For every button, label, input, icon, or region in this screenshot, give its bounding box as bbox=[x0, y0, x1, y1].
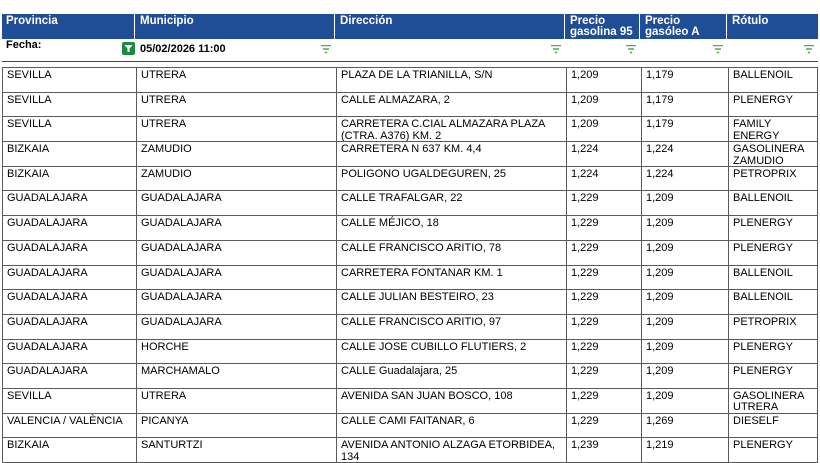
table-row bbox=[2, 117, 818, 142]
filter-cell-gasoleo[interactable] bbox=[641, 39, 727, 61]
cell-precio-gasolina[interactable]: 1,229 bbox=[566, 340, 640, 364]
cell-precio-gasoleo[interactable]: 1,209 bbox=[641, 364, 727, 388]
cell-precio-gasoleo[interactable]: 1,209 bbox=[641, 241, 727, 265]
active-filter-icon[interactable] bbox=[122, 42, 135, 55]
cell-precio-gasoleo[interactable]: 1,209 bbox=[641, 266, 727, 290]
cell-direccion[interactable]: CALLE CAMI FAITANAR, 6 bbox=[336, 414, 565, 438]
cell-precio-gasoleo[interactable]: 1,209 bbox=[641, 389, 727, 413]
table-row bbox=[2, 315, 818, 340]
cell-direccion[interactable]: POLIGONO UGALDEGUREN, 25 bbox=[336, 167, 565, 191]
header-row bbox=[2, 14, 818, 39]
table-row bbox=[2, 68, 818, 93]
cell-municipio[interactable]: UTRERA bbox=[136, 93, 335, 117]
cell-precio-gasolina[interactable]: 1,229 bbox=[566, 266, 640, 290]
cell-direccion[interactable]: CALLE FRANCISCO ARITIO, 78 bbox=[336, 241, 565, 265]
cell-provincia[interactable]: GUADALAJARA bbox=[2, 364, 135, 388]
cell-provincia[interactable]: BIZKAIA bbox=[2, 167, 135, 191]
table-row bbox=[2, 389, 818, 414]
header-precio-gasolina[interactable]: Precio gasolina 95 bbox=[566, 14, 640, 39]
cell-direccion[interactable]: AVENIDA ANTONIO ALZAGA ETORBIDEA, 134 bbox=[336, 438, 565, 462]
cell-provincia[interactable]: SEVILLA bbox=[2, 117, 135, 141]
cell-provincia[interactable]: SEVILLA bbox=[2, 68, 135, 92]
cell-provincia[interactable]: GUADALAJARA bbox=[2, 241, 135, 265]
cell-precio-gasolina[interactable]: 1,209 bbox=[566, 117, 640, 141]
table-row bbox=[2, 191, 818, 216]
cell-rotulo[interactable]: PLENERGY bbox=[728, 438, 818, 462]
cell-provincia[interactable]: GUADALAJARA bbox=[2, 290, 135, 314]
cell-direccion[interactable]: AVENIDA SAN JUAN BOSCO, 108 bbox=[336, 389, 565, 413]
cell-direccion[interactable]: CALLE FRANCISCO ARITIO, 97 bbox=[336, 315, 565, 339]
table-row bbox=[2, 340, 818, 365]
cell-rotulo[interactable]: GASOLINERA ZAMUDIO bbox=[728, 142, 818, 166]
cell-rotulo[interactable]: PLENERGY bbox=[728, 340, 818, 364]
cell-precio-gasoleo[interactable]: 1,219 bbox=[641, 438, 727, 462]
cell-rotulo[interactable]: BALLENOIL bbox=[728, 68, 818, 92]
cell-direccion[interactable]: CALLE TRAFALGAR, 22 bbox=[336, 191, 565, 215]
cell-provincia[interactable]: GUADALAJARA bbox=[2, 266, 135, 290]
cell-direccion[interactable]: CARRETERA C.CIAL ALMAZARA PLAZA (CTRA. A376) KM. 2 bbox=[336, 117, 565, 141]
cell-precio-gasoleo[interactable]: 1,179 bbox=[641, 68, 727, 92]
cell-precio-gasolina[interactable]: 1,229 bbox=[566, 364, 640, 388]
cell-precio-gasolina[interactable]: 1,209 bbox=[566, 68, 640, 92]
cell-precio-gasoleo[interactable]: 1,179 bbox=[641, 93, 727, 117]
filter-cell-direccion[interactable] bbox=[336, 39, 565, 61]
cell-rotulo[interactable]: PETROPRIX bbox=[728, 315, 818, 339]
cell-precio-gasolina[interactable]: 1,239 bbox=[566, 438, 640, 462]
cell-direccion[interactable]: CALLE JULIAN BESTEIRO, 23 bbox=[336, 290, 565, 314]
filter-cell-gasolina[interactable] bbox=[566, 39, 640, 61]
filter-icon[interactable] bbox=[626, 45, 636, 54]
data-rows bbox=[2, 67, 818, 463]
cell-rotulo[interactable]: PLENERGY bbox=[728, 216, 818, 240]
cell-rotulo[interactable]: BALLENOIL bbox=[728, 191, 818, 215]
table-row bbox=[2, 266, 818, 291]
cell-direccion[interactable]: CALLE ALMAZARA, 2 bbox=[336, 93, 565, 117]
filter-row bbox=[2, 39, 818, 62]
cell-direccion[interactable]: CARRETERA N 637 KM. 4,4 bbox=[336, 142, 565, 166]
cell-precio-gasolina[interactable]: 1,229 bbox=[566, 216, 640, 240]
header-direccion[interactable]: Dirección bbox=[336, 14, 565, 39]
cell-municipio[interactable]: UTRERA bbox=[136, 68, 335, 92]
cell-provincia[interactable]: GUADALAJARA bbox=[2, 191, 135, 215]
cell-direccion[interactable]: CALLE Guadalajara, 25 bbox=[336, 364, 565, 388]
cell-direccion[interactable]: PLAZA DE LA TRIANILLA, S/N bbox=[336, 68, 565, 92]
cell-rotulo[interactable]: PETROPRIX bbox=[728, 167, 818, 191]
cell-municipio[interactable]: GUADALAJARA bbox=[136, 315, 335, 339]
table-row bbox=[2, 93, 818, 118]
cell-precio-gasolina[interactable]: 1,229 bbox=[566, 414, 640, 438]
cell-municipio[interactable]: GUADALAJARA bbox=[136, 241, 335, 265]
cell-municipio[interactable]: ZAMUDIO bbox=[136, 167, 335, 191]
cell-precio-gasoleo[interactable]: 1,209 bbox=[641, 340, 727, 364]
cell-precio-gasolina[interactable]: 1,229 bbox=[566, 389, 640, 413]
cell-direccion[interactable]: CALLE MÉJICO, 18 bbox=[336, 216, 565, 240]
cell-precio-gasoleo[interactable]: 1,224 bbox=[641, 142, 727, 166]
filter-cell-municipio[interactable] bbox=[136, 39, 335, 61]
cell-municipio[interactable]: GUADALAJARA bbox=[136, 266, 335, 290]
cell-precio-gasoleo[interactable]: 1,224 bbox=[641, 167, 727, 191]
cell-rotulo[interactable]: BALLENOIL bbox=[728, 290, 818, 314]
cell-rotulo[interactable]: PLENERGY bbox=[728, 364, 818, 388]
cell-provincia[interactable]: GUADALAJARA bbox=[2, 315, 135, 339]
cell-precio-gasoleo[interactable]: 1,269 bbox=[641, 414, 727, 438]
cell-rotulo[interactable]: PLENERGY bbox=[728, 241, 818, 265]
filter-icon[interactable] bbox=[551, 45, 561, 54]
table-row bbox=[2, 364, 818, 389]
table-row bbox=[2, 438, 818, 463]
table-row bbox=[2, 142, 818, 167]
cell-provincia[interactable]: BIZKAIA bbox=[2, 142, 135, 166]
cell-municipio[interactable]: HORCHE bbox=[136, 340, 335, 364]
cell-municipio[interactable]: UTRERA bbox=[136, 117, 335, 141]
cell-precio-gasolina[interactable]: 1,224 bbox=[566, 167, 640, 191]
cell-municipio[interactable]: GUADALAJARA bbox=[136, 290, 335, 314]
cell-rotulo[interactable]: FAMILY ENERGY bbox=[728, 117, 818, 141]
table-row bbox=[2, 241, 818, 266]
cell-provincia[interactable]: SEVILLA bbox=[2, 93, 135, 117]
cell-precio-gasolina[interactable]: 1,229 bbox=[566, 315, 640, 339]
cell-provincia[interactable]: GUADALAJARA bbox=[2, 216, 135, 240]
date-filter-value[interactable]: 05/02/2026 11:00 bbox=[140, 43, 226, 55]
cell-municipio[interactable]: PICANYA bbox=[136, 414, 335, 438]
cell-municipio[interactable]: ZAMUDIO bbox=[136, 142, 335, 166]
filter-icon[interactable] bbox=[804, 45, 814, 54]
cell-precio-gasolina[interactable]: 1,229 bbox=[566, 191, 640, 215]
header-precio-gasoleo[interactable]: Precio gasóleo A bbox=[641, 14, 727, 39]
table-row bbox=[2, 216, 818, 241]
cell-municipio[interactable]: SANTURTZI bbox=[136, 438, 335, 462]
cell-precio-gasoleo[interactable]: 1,209 bbox=[641, 315, 727, 339]
cell-precio-gasoleo[interactable]: 1,209 bbox=[641, 191, 727, 215]
cell-provincia[interactable]: BIZKAIA bbox=[2, 438, 135, 462]
cell-municipio[interactable]: GUADALAJARA bbox=[136, 216, 335, 240]
cell-rotulo[interactable]: BALLENOIL bbox=[728, 266, 818, 290]
header-municipio[interactable]: Municipio bbox=[136, 14, 335, 39]
table-row bbox=[2, 167, 818, 192]
table-row bbox=[2, 290, 818, 315]
cell-precio-gasoleo[interactable]: 1,209 bbox=[641, 290, 727, 314]
cell-precio-gasoleo[interactable]: 1,179 bbox=[641, 117, 727, 141]
cell-provincia[interactable]: GUADALAJARA bbox=[2, 340, 135, 364]
header-rotulo[interactable]: Rótulo bbox=[732, 15, 769, 27]
cell-provincia[interactable]: VALENCIA / VALÈNCIA bbox=[2, 414, 135, 438]
cell-precio-gasolina[interactable]: 1,229 bbox=[566, 290, 640, 314]
cell-rotulo[interactable]: DIESELF bbox=[728, 414, 818, 438]
cell-precio-gasolina[interactable]: 1,229 bbox=[566, 241, 640, 265]
cell-rotulo[interactable]: PLENERGY bbox=[728, 93, 818, 117]
table-row bbox=[2, 414, 818, 439]
cell-municipio[interactable]: MARCHAMALO bbox=[136, 364, 335, 388]
cell-direccion[interactable]: CARRETERA FONTANAR KM. 1 bbox=[336, 266, 565, 290]
cell-precio-gasolina[interactable]: 1,209 bbox=[566, 93, 640, 117]
cell-rotulo[interactable]: GASOLINERA UTRERA bbox=[728, 389, 818, 413]
filter-cell-provincia bbox=[2, 39, 135, 61]
cell-municipio[interactable]: GUADALAJARA bbox=[136, 191, 335, 215]
filter-label: Fecha: bbox=[6, 39, 42, 51]
filter-cell-rotulo[interactable] bbox=[728, 39, 818, 61]
filter-icon[interactable] bbox=[713, 45, 723, 54]
cell-direccion[interactable]: CALLE JOSE CUBILLO FLUTIERS, 2 bbox=[336, 340, 565, 364]
cell-precio-gasoleo[interactable]: 1,209 bbox=[641, 216, 727, 240]
cell-municipio[interactable]: UTRERA bbox=[136, 389, 335, 413]
filter-icon[interactable] bbox=[321, 45, 331, 54]
spreadsheet bbox=[2, 14, 818, 463]
cell-precio-gasolina[interactable]: 1,224 bbox=[566, 142, 640, 166]
header-provincia[interactable]: Provincia bbox=[2, 14, 135, 39]
cell-provincia[interactable]: SEVILLA bbox=[2, 389, 135, 413]
